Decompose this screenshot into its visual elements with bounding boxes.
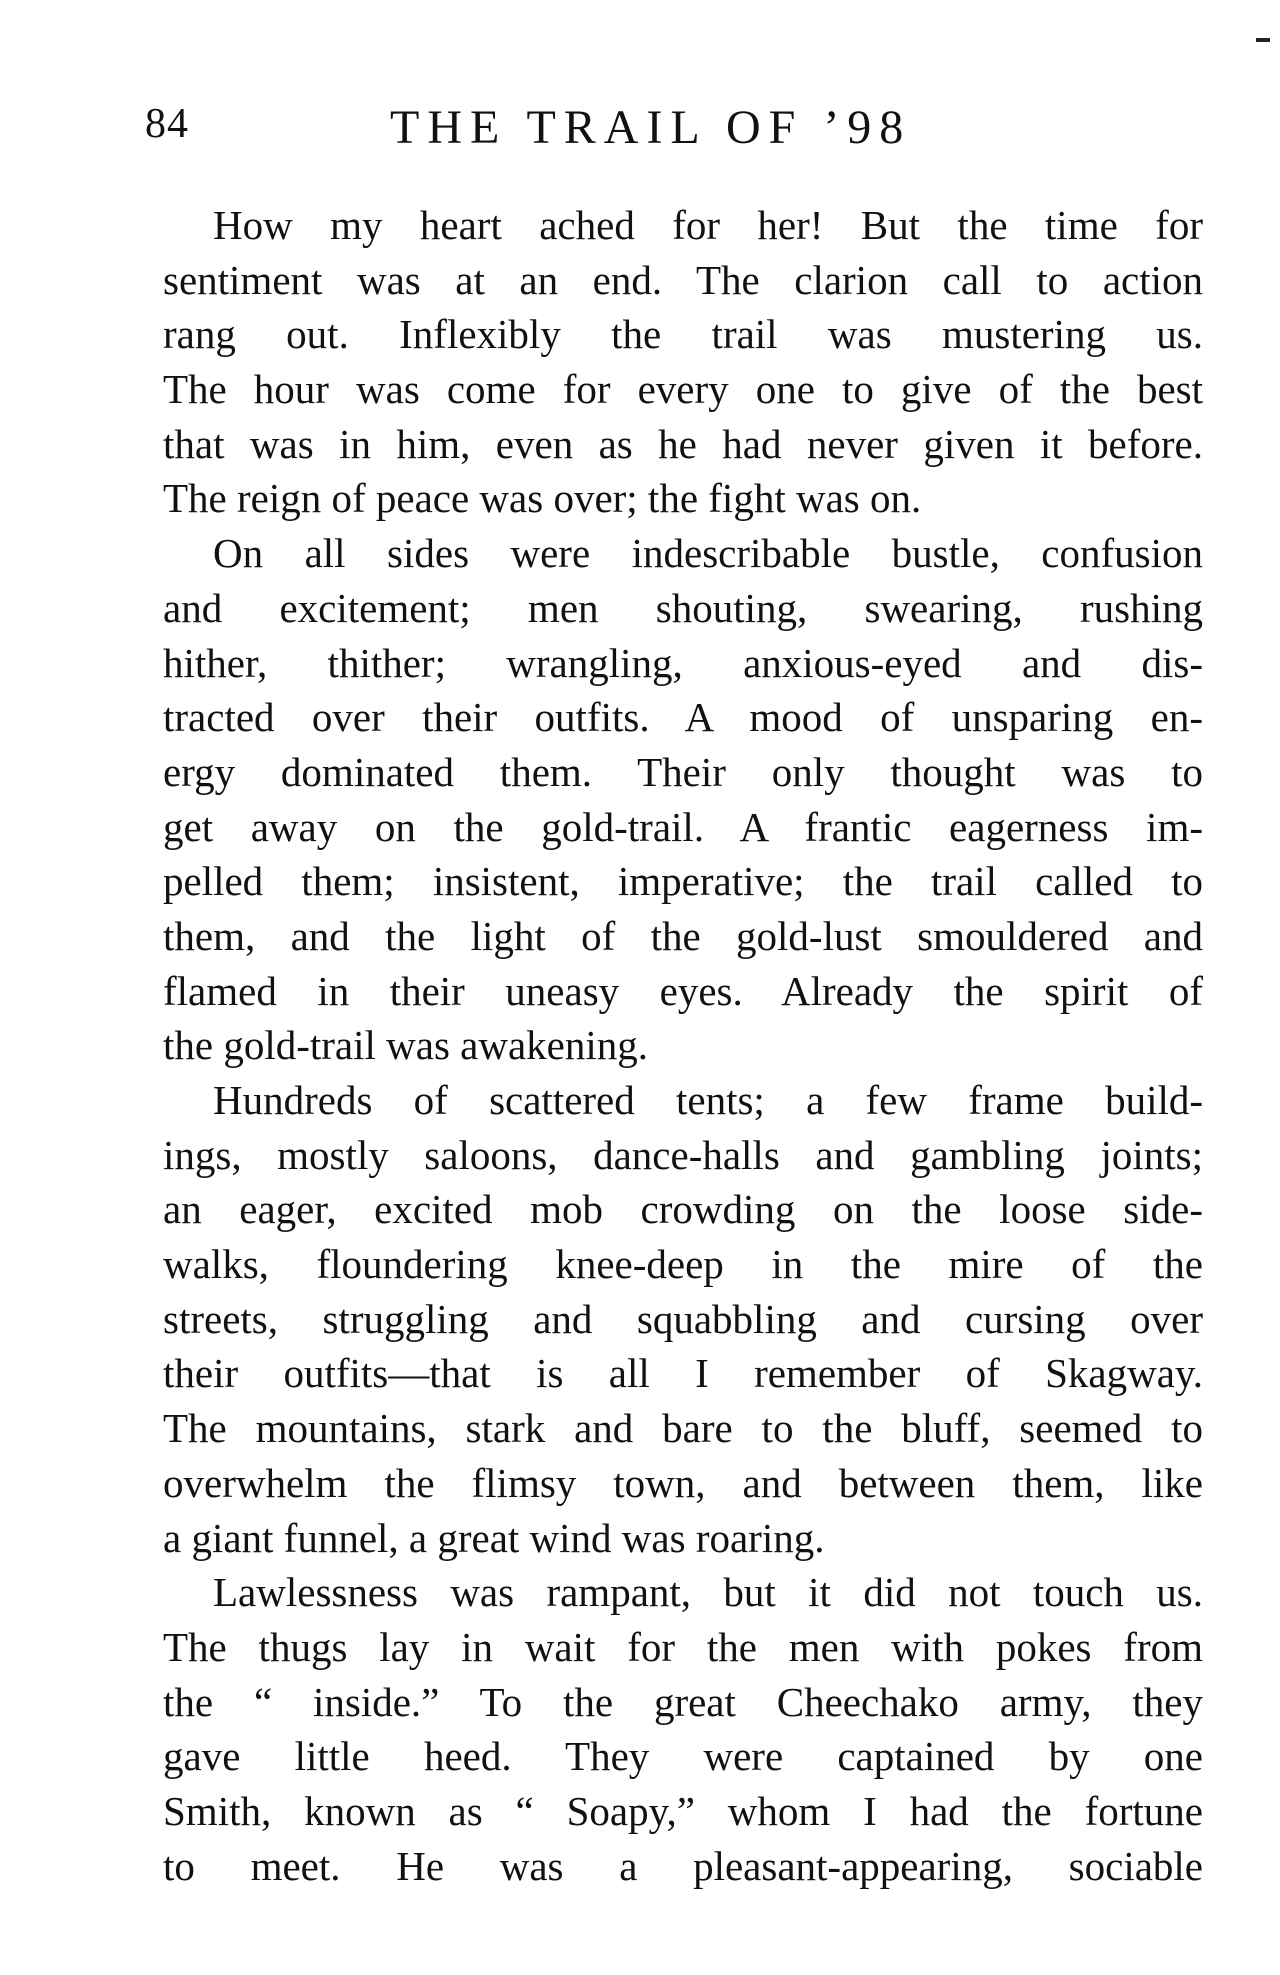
text-line: The reign of peace was over; the fight was on. <box>163 475 922 522</box>
text-line: that was in him, even as he had never given it before. <box>163 420 1203 467</box>
text-line: pelled them; insistent, imperative; the trail called to <box>163 858 1203 905</box>
text-line: ergy dominated them. Their only thought was to <box>163 748 1203 795</box>
text-line: get away on the gold-trail. A frantic eagerness im- <box>163 803 1203 850</box>
paragraph <box>163 526 1203 1073</box>
text-line: an eager, excited mob crowding on the loose side- <box>163 1186 1203 1233</box>
page-header <box>145 100 1205 160</box>
running-head: THE TRAIL OF ’98 <box>390 101 912 154</box>
text-line: tracted over their outfits. A mood of unsparing en- <box>163 694 1203 741</box>
text-line: On all sides were indescribable bustle, confusion <box>213 530 1203 577</box>
text-line: flamed in their uneasy eyes. Already the spirit of <box>163 967 1203 1014</box>
paragraph <box>163 1565 1203 1893</box>
text-line: gave little heed. They were captained by one <box>163 1733 1203 1780</box>
scan-mark <box>1256 38 1270 42</box>
text-line: the “ inside.” To the great Cheechako army, they <box>163 1678 1203 1725</box>
text-line: sentiment was at an end. The clarion call to action <box>163 256 1203 303</box>
text-line: their outfits—that is all I remember of Skagway. <box>163 1350 1203 1397</box>
text-line: The hour was come for every one to give of the best <box>163 366 1203 413</box>
page-number: 84 <box>145 101 189 147</box>
text-line: overwhelm the flimsy town, and between them, like <box>163 1459 1203 1506</box>
text-line: streets, struggling and squabbling and cursing over <box>163 1295 1203 1342</box>
text-line: ings, mostly saloons, dance-halls and gambling joints; <box>163 1131 1203 1178</box>
text-line: them, and the light of the gold-lust smouldered and <box>163 912 1203 959</box>
text-line: and excitement; men shouting, swearing, rushing <box>163 584 1203 631</box>
text-line: a giant funnel, a great wind was roaring. <box>163 1514 825 1561</box>
text-line: Smith, known as “ Soapy,” whom I had the fortune <box>163 1787 1203 1834</box>
text-line: hither, thither; wrangling, anxious-eyed and dis- <box>163 639 1203 686</box>
text-line: The mountains, stark and bare to the bluff, seemed to <box>163 1405 1203 1452</box>
paragraph <box>163 1073 1203 1565</box>
text-line: to meet. He was a pleasant-appearing, sociable <box>163 1842 1203 1889</box>
text-line: How my heart ached for her! But the time for <box>213 202 1203 248</box>
text-line: walks, floundering knee-deep in the mire of the <box>163 1241 1203 1288</box>
text-line: Hundreds of scattered tents; a few frame build- <box>213 1077 1203 1123</box>
text-line: the gold-trail was awakening. <box>163 1022 649 1069</box>
text-line: The thugs lay in wait for the men with pokes from <box>163 1623 1203 1670</box>
paragraph <box>163 198 1203 526</box>
body-text <box>163 198 1203 1893</box>
text-line: Lawlessness was rampant, but it did not touch us. <box>213 1569 1203 1616</box>
text-line: rang out. Inflexibly the trail was mustering us. <box>163 311 1203 358</box>
